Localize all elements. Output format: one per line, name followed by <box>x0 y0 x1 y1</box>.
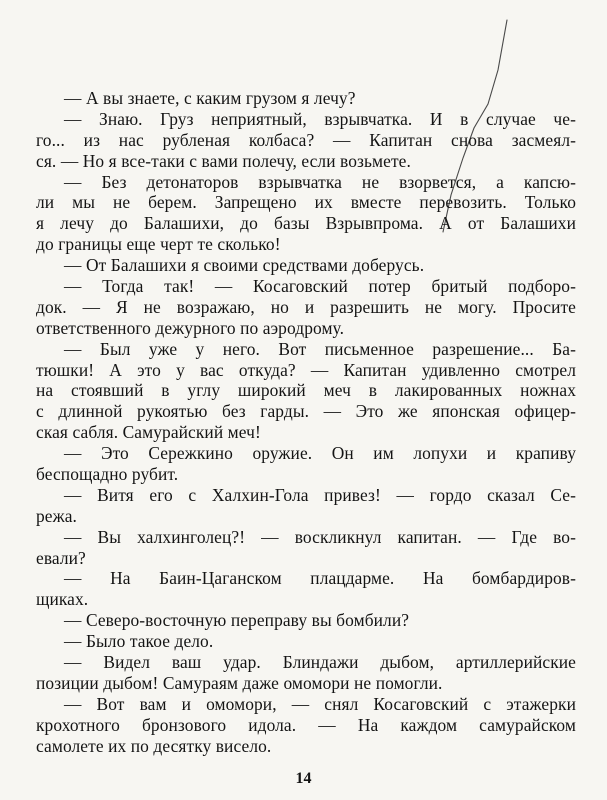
text-line: — От Балашихи я своими средствами доберусь. <box>64 255 425 276</box>
text-line: — Без детонаторов взрывчатка не взорвется, а капсю- <box>64 171 576 192</box>
text-line: — Был уже у него. Вот письменное разрешение... Ба- <box>64 338 576 359</box>
text-line: беспощадно рубит. <box>36 464 179 485</box>
text-line: — Вы халхинголец?! — воскликнул капитан. — Где во- <box>64 526 576 547</box>
text-line: ся. — Но я все-таки с вами полечу, если возьмете. <box>36 150 411 171</box>
text-line: — Знаю. Груз неприятный, взрывчатка. И в случае че- <box>64 108 576 129</box>
text-line: с длинной рукоятью без гарды. — Это же японская офицер- <box>36 401 576 422</box>
text-line: щиках. <box>36 589 89 610</box>
text-line: — Витя его с Халхин-Гола привез! — гордо сказал Се- <box>64 484 576 505</box>
text-line: — Северо-восточную переправу вы бомбили? <box>64 610 410 631</box>
text-line: го... из нас рубленая колбаса? — Капитан снова засмеял- <box>36 129 576 150</box>
text-line: — Это Сережкино оружие. Он им лопухи и крапиву <box>64 443 576 464</box>
text-line: — А вы знаете, с каким грузом я лечу? <box>64 88 356 108</box>
text-line: тюшки! А это у вас откуда? — Капитан удивленно смотрел <box>36 359 576 380</box>
text-line: — На Баин-Цаганском плацдарме. На бомбардиров- <box>64 568 576 589</box>
text-line: режа. <box>36 505 77 526</box>
text-line: ответственного дежурного по аэродрому. <box>36 317 345 338</box>
text-line: док. — Я не возражаю, но и разрешить не могу. Просите <box>36 296 576 317</box>
page-number: 14 <box>295 770 312 787</box>
text-line: — Было такое дело. <box>64 631 214 652</box>
text-line: ская сабля. Самурайский меч! <box>36 422 261 443</box>
text-line: — Тогда так! — Косаговский потер бритый подборо- <box>64 276 576 297</box>
text-line: крохотного бронзового идола. — На каждом самурайском <box>36 714 576 735</box>
text-line: — Вот вам и омомори, — снял Косаговский с этажерки <box>64 693 576 714</box>
body-text <box>36 88 576 757</box>
text-line: самолете их по десятку висело. <box>36 735 272 756</box>
text-line: я лечу до Балашихи, до базы Взрывпрома. А от Балашихи <box>36 213 576 234</box>
text-line: ли мы не берем. Запрещено их вместе перевозить. Только <box>36 192 576 213</box>
text-line: позиции дыбом! Самураям даже омомори не помогли. <box>36 672 443 693</box>
text-line: до границы еще черт те сколько! <box>36 234 281 255</box>
text-line: на стоявший в углу широкий меч в лакированных ножнах <box>36 380 576 401</box>
text-line: — Видел ваш удар. Блиндажи дыбом, артиллерийские <box>64 652 576 673</box>
text-line: евали? <box>36 547 86 568</box>
